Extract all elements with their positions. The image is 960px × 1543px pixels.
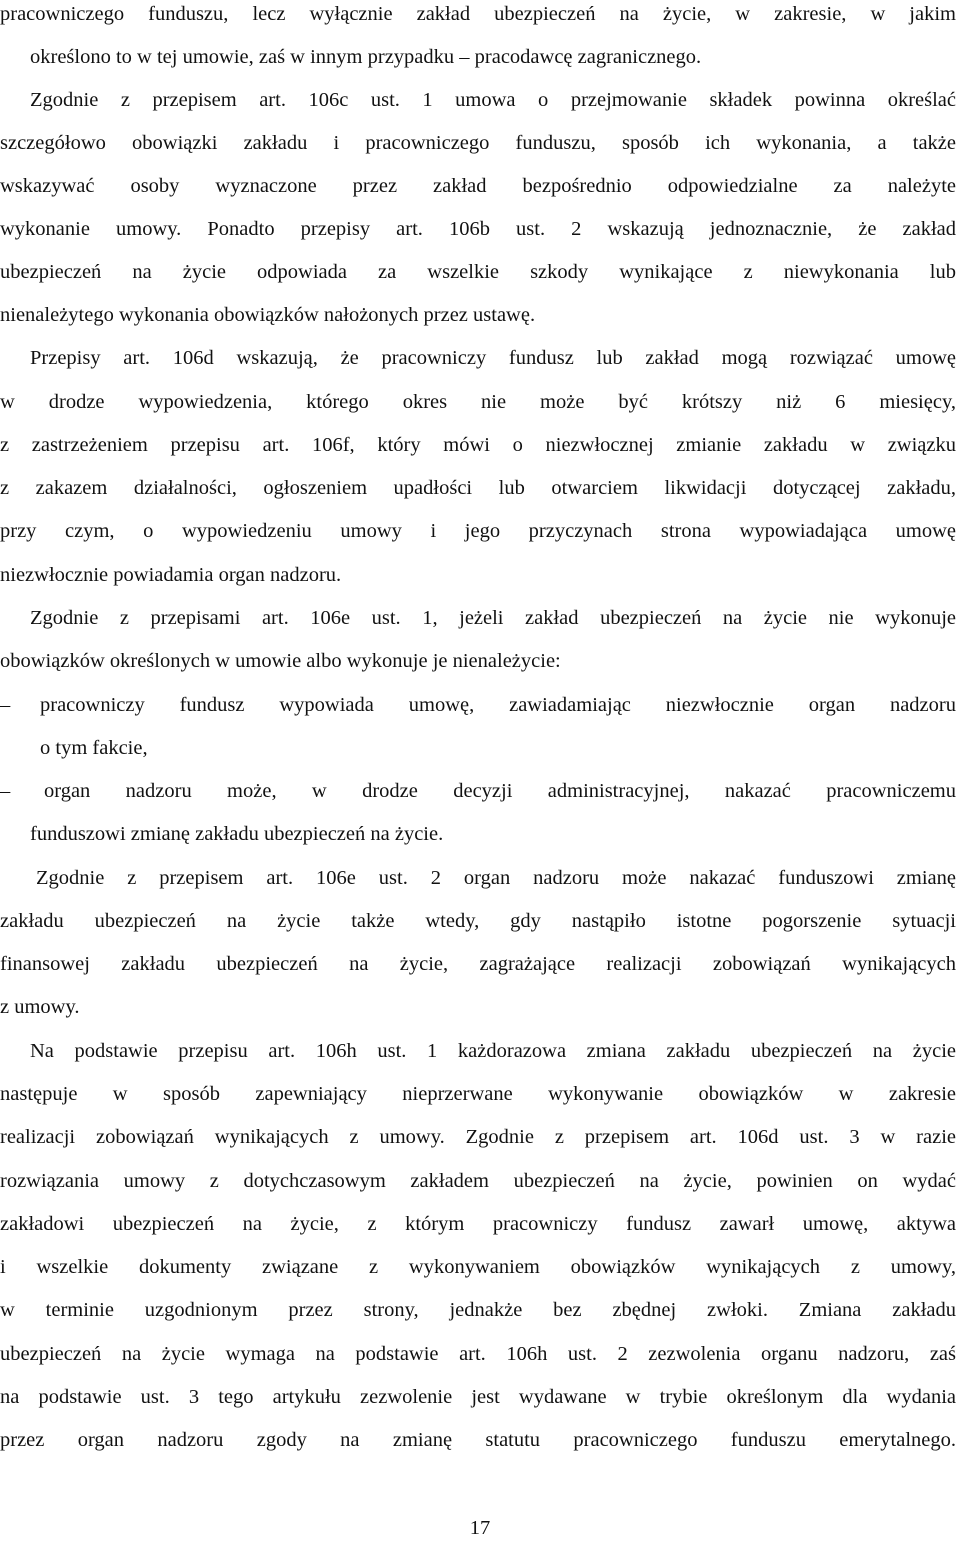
body-text-line: finansowej zakładu ubezpieczeń na życie, zagrażające realizacji zobowiązań wynikających xyxy=(0,953,956,975)
body-text-line: przez organ nadzoru zgody na zmianę statutu pracowniczego funduszu emerytalnego. xyxy=(0,1429,956,1451)
body-text-line: realizacji zobowiązań wynikających z umowy. Zgodnie z przepisem art. 106d ust. 3 w razie xyxy=(0,1126,956,1148)
body-text-line: niezwłocznie powiadamia organ nadzoru. xyxy=(0,564,342,586)
list-item-text: organ nadzoru może, w drodze decyzji administracyjnej, nakazać pracowniczemu xyxy=(44,780,956,802)
body-text-line: zakładowi ubezpieczeń na życie, z którym pracowniczy fundusz zawarł umowę, aktywa xyxy=(0,1213,956,1235)
body-text-line: na podstawie ust. 3 tego artykułu zezwolenie jest wydawane w trybie określonym dla wydania xyxy=(0,1386,956,1408)
list-item-text: o tym fakcie, xyxy=(40,737,148,759)
body-text-line: przy czym, o wypowiedzeniu umowy i jego przyczynach strona wypowiadająca umowę xyxy=(0,520,956,542)
body-text-line: ubezpieczeń na życie odpowiada za wszelkie szkody wynikające z niewykonania lub xyxy=(0,261,956,283)
body-text-line: Przepisy art. 106d wskazują, że pracowniczy fundusz lub zakład mogą rozwiązać umowę xyxy=(30,347,956,369)
body-text-line: Zgodnie z przepisem art. 106e ust. 2 organ nadzoru może nakazać funduszowi zmianę xyxy=(36,867,956,889)
page-number: 17 xyxy=(469,1517,491,1539)
body-text-line: zakładu ubezpieczeń na życie także wtedy, gdy nastąpiło istotne pogorszenie sytuacji xyxy=(0,910,956,932)
body-text-line: z umowy. xyxy=(0,996,80,1018)
body-text-line: w drodze wypowiedzenia, którego okres nie może być krótszy niż 6 miesięcy, xyxy=(0,391,956,413)
body-text-line: i wszelkie dokumenty związane z wykonywaniem obowiązków wynikających z umowy, xyxy=(0,1256,956,1278)
body-text-line: wskazywać osoby wyznaczone przez zakład bezpośrednio odpowiedzialne za należyte xyxy=(0,175,956,197)
list-bullet-dash: – xyxy=(0,780,11,802)
body-text-line: rozwiązania umowy z dotychczasowym zakładem ubezpieczeń na życie, powinien on wydać xyxy=(0,1170,956,1192)
body-text-line: następuje w sposób zapewniający nieprzerwane wykonywanie obowiązków w zakresie xyxy=(0,1083,956,1105)
list-item-text: pracowniczy fundusz wypowiada umowę, zawiadamiając niezwłocznie organ nadzoru xyxy=(40,694,956,716)
body-text-line: szczegółowo obowiązki zakładu i pracowniczego funduszu, sposób ich wykonania, a także xyxy=(0,132,956,154)
body-text-line: obowiązków określonych w umowie albo wykonuje je nienależycie: xyxy=(0,650,561,672)
body-text-line: z zastrzeżeniem przepisu art. 106f, który mówi o niezwłocznej zmianie zakładu w związku xyxy=(0,434,956,456)
body-text-line: nienależytego wykonania obowiązków nałożonych przez ustawę. xyxy=(0,304,536,326)
list-item-text: funduszowi zmianę zakładu ubezpieczeń na życie. xyxy=(30,823,444,845)
body-text-line: w terminie uzgodnionym przez strony, jednakże bez zbędnej zwłoki. Zmiana zakładu xyxy=(0,1299,956,1321)
body-text-line: pracowniczego funduszu, lecz wyłącznie zakład ubezpieczeń na życie, w zakresie, w jakim xyxy=(0,3,956,25)
body-text-line: Zgodnie z przepisem art. 106c ust. 1 umowa o przejmowanie składek powinna określać xyxy=(30,89,956,111)
body-text-line: Na podstawie przepisu art. 106h ust. 1 każdorazowa zmiana zakładu ubezpieczeń na życie xyxy=(30,1040,956,1062)
body-text-line: z zakazem działalności, ogłoszeniem upadłości lub otwarciem likwidacji dotyczącej zakładu, xyxy=(0,477,956,499)
body-text-line: określono to w tej umowie, zaś w innym przypadku – pracodawcę zagranicznego. xyxy=(30,46,702,68)
body-text-line: wykonanie umowy. Ponadto przepisy art. 106b ust. 2 wskazują jednoznacznie, że zakład xyxy=(0,218,956,240)
body-text-line: ubezpieczeń na życie wymaga na podstawie art. 106h ust. 2 zezwolenia organu nadzoru, zaś xyxy=(0,1343,956,1365)
body-text-line: Zgodnie z przepisami art. 106e ust. 1, jeżeli zakład ubezpieczeń na życie nie wykonuje xyxy=(30,607,956,629)
list-bullet-dash: – xyxy=(0,694,11,716)
